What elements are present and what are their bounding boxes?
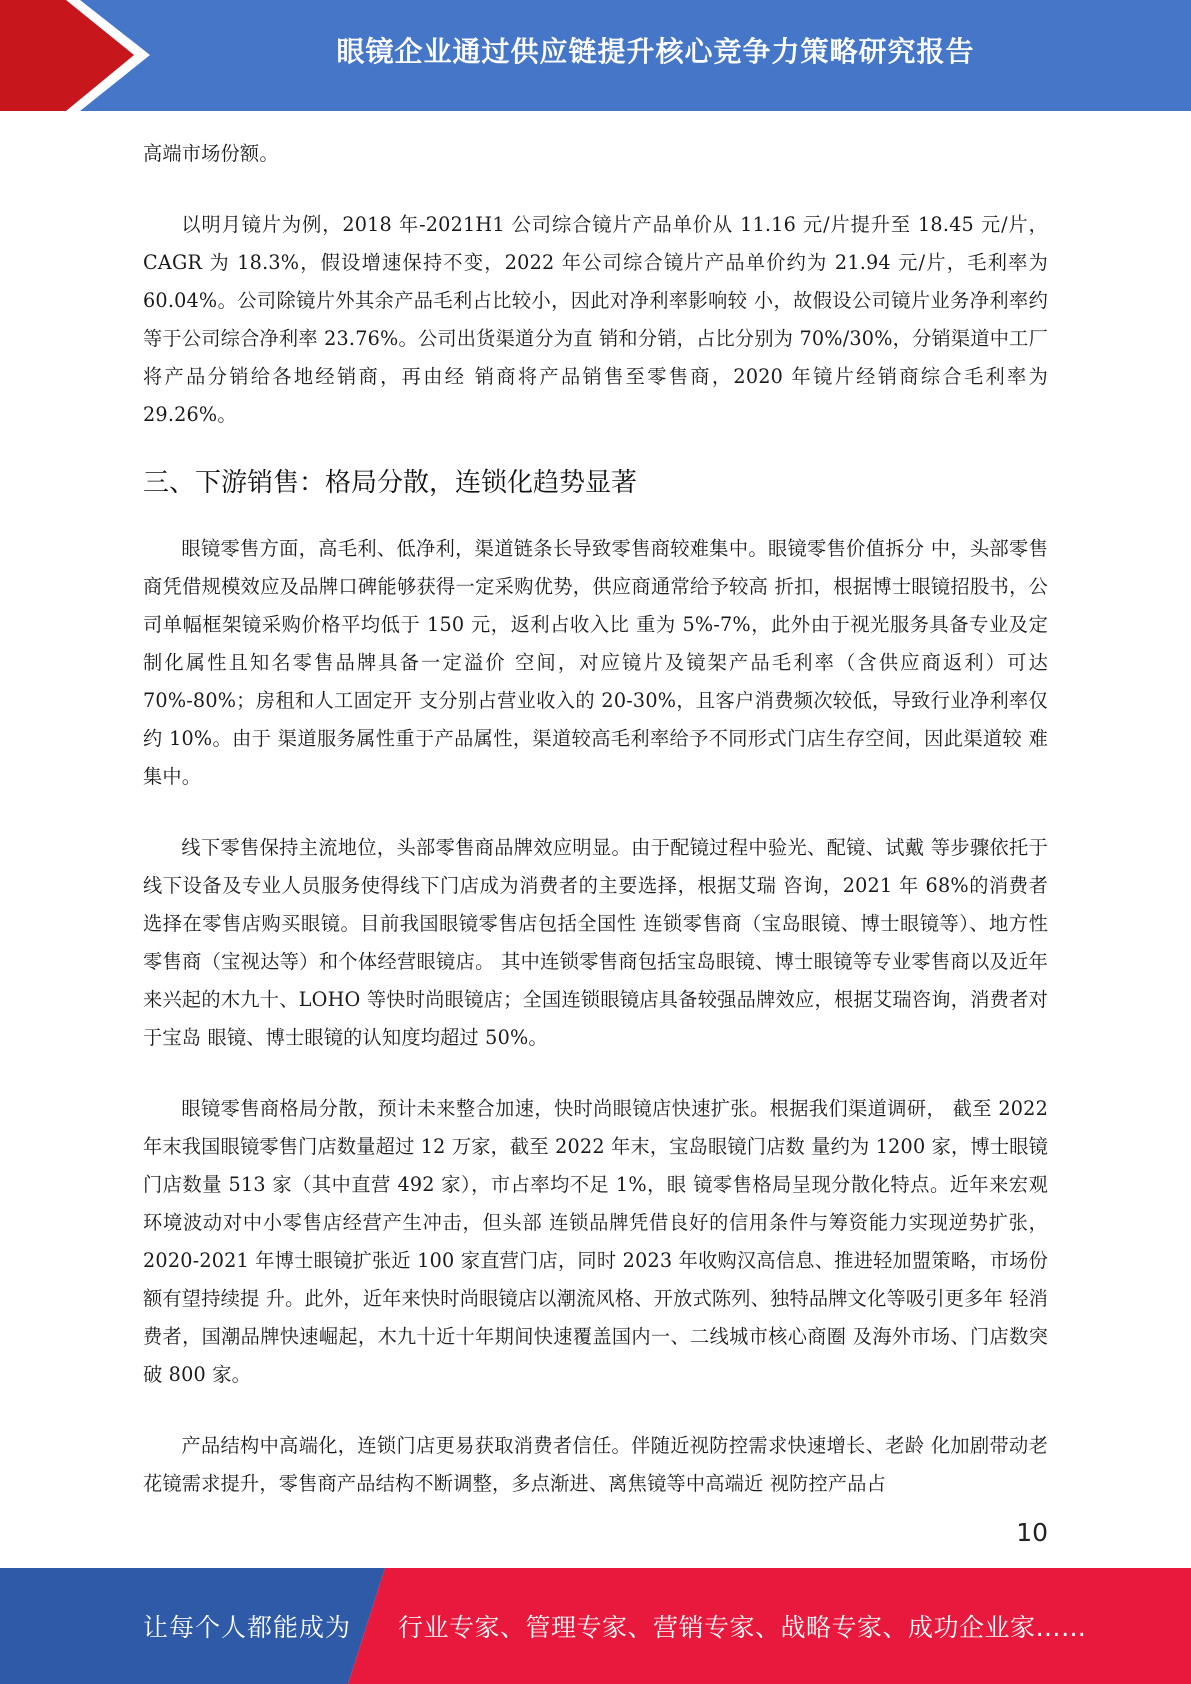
body-paragraph-1: 以明月镜片为例，2018 年-2021H1 公司综合镜片产品单价从 11.16 元/片提升至 18.45 元/片，CAGR 为 18.3%，假设增速保持不变，2022 年公司综合镜片产品单价约为 21.94 元/片，毛利率为 60.04%。公司除镜片外其余产品毛利占比较小，因此对净利率影响较 小，故假设公司镜片业务净利率约等于公司综合净利率 23.76%。公司出货渠道分为直 销和分销，占比分别为 70%/30%，分销渠道中工厂将产品分销给各地经销商，再由经 销商将产品销售至零售商，2020 年镜片经销商综合毛利率为 29.26%。 bbox=[143, 213, 1048, 426]
body-paragraph-5: 产品结构中高端化，连锁门店更易获取消费者信任。伴随近视防控需求快速增长、老龄 化加剧带动老花镜需求提升，零售商产品结构不断调整，多点渐进、离焦镜等中高端近 视防控产品占 bbox=[143, 1434, 1048, 1495]
body-paragraph-3: 线下零售保持主流地位，头部零售商品牌效应明显。由于配镜过程中验光、配镜、试戴 等步骤依托于线下设备及专业人员服务使得线下门店成为消费者的主要选择，根据艾瑞 咨询，2021 年 68%的消费者选择在零售店购买眼镜。目前我国眼镜零售店包括全国性 连锁零售商（宝岛眼镜、博士眼镜等）、地方性零售商（宝视达等）和个体经营眼镜店。 其中连锁零售商包括宝岛眼镜、博士眼镜等专业零售商以及近年来兴起的木九十、LOHO 等快时尚眼镜店；全国连锁眼镜店具备较强品牌效应，根据艾瑞咨询，消费者对于宝岛 眼镜、博士眼镜的认知度均超过 50%。 bbox=[143, 836, 1048, 1049]
report-header bbox=[0, 0, 1191, 111]
footer-slogan-left: 让每个人都能成为 bbox=[143, 1613, 352, 1642]
report-title: 眼镜企业通过供应链提升核心竞争力策略研究报告 bbox=[336, 35, 975, 68]
body-paragraph-2: 眼镜零售方面，高毛利、低净利，渠道链条长导致零售商较难集中。眼镜零售价值拆分 中，头部零售商凭借规模效应及品牌口碑能够获得一定采购优势，供应商通常给予较高 折扣，根据博士眼镜招股书，公司单幅框架镜采购价格平均低于 150 元，返利占收入比 重为 5%-7%，此外由于视光服务具备专业及定制化属性且知名零售品牌具备一定溢价 空间，对应镜片及镜架产品毛利率（含供应商返利）可达 70%-80%；房租和人工固定开 支分别占营业收入的 20-30%，且客户消费频次较低，导致行业净利率仅约 10%。由于 渠道服务属性重于产品属性，渠道较高毛利率给予不同形式门店生存空间，因此渠道较 难集中。 bbox=[143, 537, 1048, 788]
footer-slogan-right: 行业专家、管理专家、营销专家、战略专家、成功企业家…… bbox=[398, 1613, 1087, 1642]
section-heading: 三、下游销售：格局分散，连锁化趋势显著 bbox=[143, 468, 638, 498]
body-paragraph-4: 眼镜零售商格局分散，预计未来整合加速，快时尚眼镜店快速扩张。根据我们渠道调研， 截至 2022 年末我国眼镜零售门店数量超过 12 万家，截至 2022 年末，宝岛眼镜门店数 量约为 1200 家，博士眼镜门店数量 513 家（其中直营 492 家），市占率均不足 1%，眼 镜零售格局呈现分散化特点。近年来宏观环境波动对中小零售店经营产生冲击，但头部 连锁品牌凭借良好的信用条件与筹资能力实现逆势扩张，2020-2021 年博士眼镜扩张近 100 家直营门店，同时 2023 年收购汉高信息、推进轻加盟策略，市场份额有望持续提 升。此外，近年来快时尚眼镜店以潮流风格、开放式陈列、独特品牌文化等吸引更多年 轻消费者，国潮品牌快速崛起，木九十近十年期间快速覆盖国内一、二线城市核心商圈 及海外市场、门店数突破 800 家。 bbox=[143, 1097, 1048, 1386]
body-paragraph-0: 高端市场份额。 bbox=[143, 142, 279, 165]
document-body bbox=[143, 135, 1048, 1503]
chevron-arrow-logo bbox=[0, 0, 160, 111]
footer-banner bbox=[0, 1568, 1191, 1684]
page-number: 10 bbox=[1016, 1518, 1048, 1547]
